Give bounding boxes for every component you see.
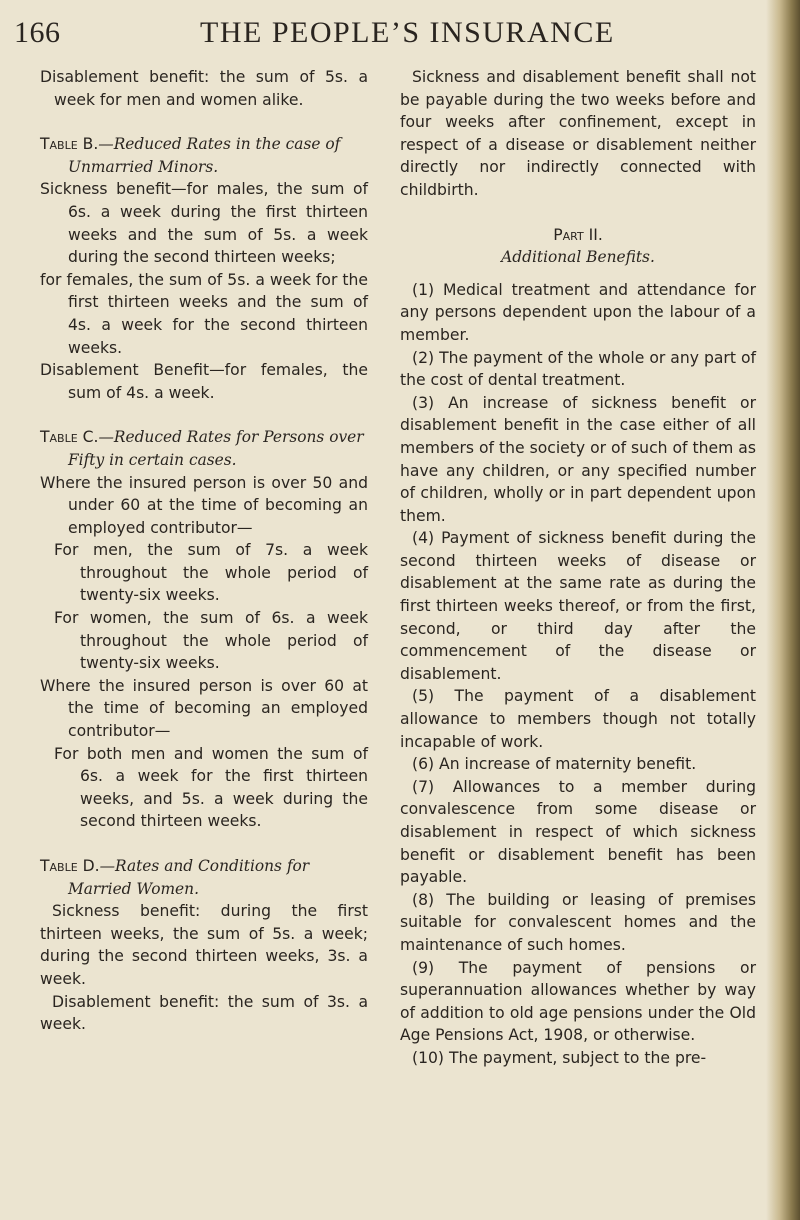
table-c-men: For men, the sum of 7s. a week throughout the whole period of twenty-six weeks. [54,541,368,605]
page-number: 166 [14,16,61,49]
table-c-over60: Where the insured person is over 60 at the time of becoming an employed contributor— [40,676,368,741]
table-b-label: Table B. [40,135,99,154]
benefit-item: (5) The payment of a disablement allowance to members though not totally incapable of work. [400,687,756,751]
table-b-females: for females, the sum of 5s. a week for the first thirteen weeks and the sum of 4s. a week for the second thirteen weeks. [40,270,368,357]
table-d-heading [40,855,368,900]
benefit-item: (10) The payment, subject to the pre- [412,1048,707,1067]
table-c-heading [40,426,368,471]
page-header [0,16,800,56]
benefit-item: (7) Allowances to a member during convalescence from some disease or disablement in respect of which sickness benefit or disablement benefit has been payable. [400,777,756,887]
benefit-item: (2) The payment of the whole or any part of the cost of dental treatment. [400,348,756,390]
benefit-item: (4) Payment of sickness benefit during the second thirteen weeks of disease or disablement at the same rate as during the first thirteen weeks thereof, or from the first, second, or third day after the commencement of the disease or disablement. [400,529,756,683]
table-c-over50: Where the insured person is over 50 and under 60 at the time of becoming an employed contributor— [40,473,368,537]
page-edge-shadow [766,0,800,1220]
left-column [40,66,368,1036]
table-c-title: —Reduced Rates for Persons over Fifty in certain cases. [68,428,364,469]
part-subheading: Additional Benefits. [501,248,655,267]
table-b-sickness: Sickness benefit—for males, the sum of 6s. a week during the first thirteen weeks and the sum of 5s. a week during the second thirteen weeks; [40,180,368,267]
table-b-disablement: Disablement Benefit—for females, the sum of 4s. a week. [40,361,368,402]
part-heading: Part II. [553,225,603,244]
right-column [400,66,756,1070]
benefit-item: (1) Medical treatment and attendance for any persons dependent upon the labour of a member. [400,280,756,344]
table-d-sickness: Sickness benefit: during the first thirteen weeks, the sum of 5s. a week; during the second thirteen weeks, 3s. a week. [40,902,368,988]
running-head: THE PEOPLE’S INSURANCE [200,16,615,49]
disablement-intro: Disablement benefit: the sum of 5s. a week for men and women alike. [40,68,368,109]
confinement-paragraph: Sickness and disablement benefit shall not be payable during the two weeks before and four weeks after confinement, except in respect of a disease or disablement neither directly nor indirectly connected with childbirth. [400,68,756,199]
table-d-title: —Rates and Conditions for Married Women. [68,857,310,898]
table-d-label: Table D. [40,857,100,875]
benefit-item: (9) The payment of pensions or superannuation allowances whether by way of addition to old age pensions under the Old Age Pensions Act, 1908, or otherwise. [400,958,756,1045]
table-b-heading [40,133,368,178]
table-c-women: For women, the sum of 6s. a week throughout the whole period of twenty-six weeks. [54,609,368,673]
table-b-title: —Reduced Rates in the case of Unmarried Minors. [68,135,341,176]
benefit-item: (6) An increase of maternity benefit. [412,755,697,774]
table-c-both: For both men and women the sum of 6s. a week for the first thirteen weeks, and 5s. a week during the second thirteen weeks. [54,744,368,831]
benefit-item: (8) The building or leasing of premises suitable for convalescent homes and the maintenance of such homes. [400,890,756,954]
table-c-label: Table C. [40,428,99,447]
table-d-disablement: Disablement benefit: the sum of 3s. a week. [40,992,368,1034]
benefit-item: (3) An increase of sickness benefit or disablement benefit in the case either of all members of the society or of such of them as have any children, or any specified number of children, wholly or in part dependent upon them. [400,393,756,525]
